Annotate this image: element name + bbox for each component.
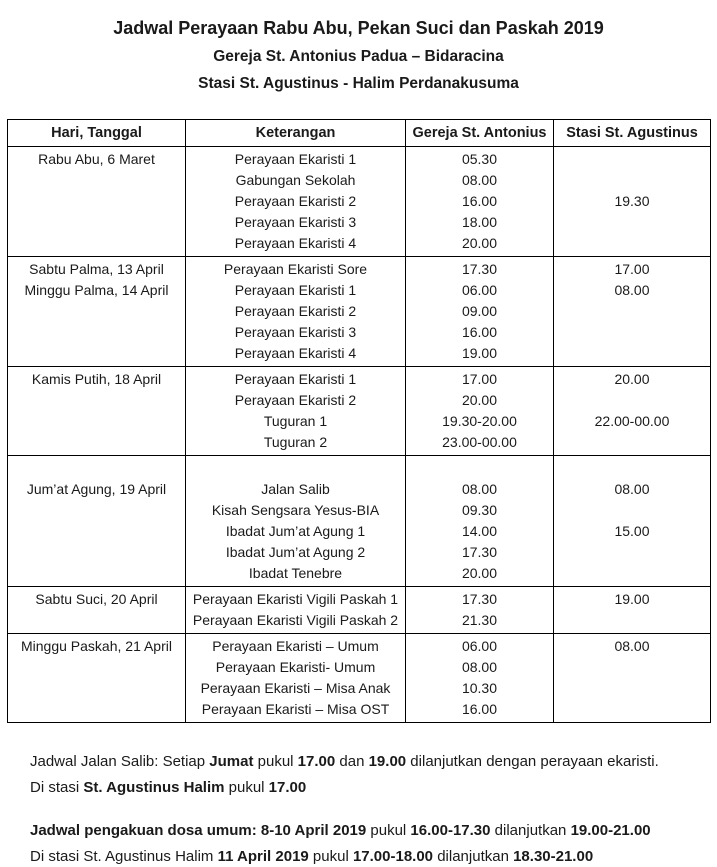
- gereja-time-line: 10.30: [461, 680, 498, 696]
- note-text-bold: 19.00-21.00: [570, 822, 651, 839]
- date-line: Minggu Palma, 14 April: [24, 282, 169, 298]
- activity-line: Perayaan Ekaristi 1: [234, 282, 357, 298]
- stasi-time-line: 17.00: [614, 261, 650, 277]
- table-row: [8, 257, 711, 367]
- date-cell: [8, 456, 186, 587]
- gereja-time-line: 08.00: [461, 172, 498, 188]
- activity-line: Perayaan Ekaristi 1: [234, 151, 357, 167]
- gereja-time-line: 21.30: [461, 612, 498, 628]
- stasi-time-cell: [554, 147, 711, 257]
- gereja-time-cell: [406, 634, 554, 723]
- activity-line: Perayaan Ekaristi – Umum: [212, 638, 379, 654]
- activity-line: Perayaan Ekaristi Sore: [223, 261, 368, 277]
- stasi-time-line: [558, 563, 706, 584]
- date-line: Rabu Abu, 6 Maret: [38, 151, 155, 167]
- date-line: Sabtu Suci, 20 April: [35, 591, 158, 607]
- stasi-time-line: [558, 322, 706, 343]
- note-text: pukul: [366, 822, 411, 839]
- gereja-time-line-blank: [410, 458, 549, 479]
- note-text: Di stasi St. Agustinus Halim: [30, 848, 218, 865]
- activity-line: Kisah Sengsara Yesus-BIA: [211, 502, 380, 518]
- note-text: dilanjutkan: [433, 848, 514, 865]
- activity-line: Perayaan Ekaristi 3: [234, 214, 357, 230]
- stasi-time-line: [558, 610, 706, 631]
- stasi-time-line: 15.00: [614, 523, 650, 539]
- stasi-time-line: 19.00: [614, 591, 650, 607]
- activity-line: Tuguran 2: [263, 434, 328, 450]
- stasi-time-line: 19.30: [614, 193, 650, 209]
- note-text-bold: 17.00: [297, 753, 336, 770]
- stasi-time-line: [558, 657, 706, 678]
- gereja-time-line: 05.30: [461, 151, 498, 167]
- activity-line: Perayaan Ekaristi – Misa OST: [201, 701, 390, 717]
- footer-notes: [30, 749, 717, 867]
- stasi-time-cell: [554, 456, 711, 587]
- stasi-time-line: [558, 390, 706, 411]
- stasi-time-line: [558, 432, 706, 453]
- stasi-time-line: [558, 343, 706, 364]
- date-cell: [8, 634, 186, 723]
- note-text-bold: Jumat: [209, 753, 254, 770]
- note-text-bold: 19.00: [368, 753, 407, 770]
- gereja-time-cell: [406, 367, 554, 456]
- table-row: [8, 147, 711, 257]
- date-line: Jum’at Agung, 19 April: [26, 481, 167, 497]
- activity-line: Perayaan Ekaristi 4: [234, 235, 357, 251]
- stasi-time-line: [558, 301, 706, 322]
- note-text-bold: 17.00-18.00: [352, 848, 434, 865]
- page-subtitle-station: Stasi St. Agustinus - Halim Perdanakusuma: [198, 75, 519, 92]
- stasi-time-line: [558, 170, 706, 191]
- activity-line: Ibadat Tenebre: [248, 565, 343, 581]
- note-text: dan: [335, 753, 369, 770]
- schedule-table: [7, 119, 711, 723]
- keterangan-cell: [186, 634, 406, 723]
- activity-line: Ibadat Jum’at Agung 2: [225, 544, 366, 560]
- gereja-time-line: 23.00-00.00: [442, 434, 517, 450]
- stasi-time-cell: [554, 634, 711, 723]
- stasi-time-line: 22.00-00.00: [594, 413, 670, 429]
- activity-line: Tuguran 1: [263, 413, 328, 429]
- gereja-time-line: 17.30: [461, 544, 498, 560]
- stasi-time-line: [558, 678, 706, 699]
- activity-line: Ibadat Jum’at Agung 1: [225, 523, 366, 539]
- note-text: dilanjutkan: [490, 822, 571, 839]
- activity-line: Perayaan Ekaristi 2: [234, 193, 357, 209]
- gereja-time-line: 17.00: [461, 371, 498, 387]
- note-text: pukul: [308, 848, 353, 865]
- activity-line: Perayaan Ekaristi 1: [234, 371, 357, 387]
- note-line: [30, 775, 717, 801]
- note-group: [30, 818, 717, 867]
- gereja-time-line: 19.30-20.00: [442, 413, 517, 429]
- stasi-time-line: 20.00: [614, 371, 650, 387]
- date-blank-line: [12, 458, 181, 479]
- schedule-table-body: [8, 147, 711, 723]
- date-cell: [8, 257, 186, 367]
- stasi-time-line: [558, 149, 706, 170]
- activity-line: Perayaan Ekaristi – Misa Anak: [200, 680, 391, 696]
- keterangan-cell: [186, 456, 406, 587]
- date-cell: [8, 367, 186, 456]
- gereja-time-line: 19.00: [461, 345, 498, 361]
- gereja-time-line: 09.30: [461, 502, 498, 518]
- column-header-keterangan: Keterangan: [186, 120, 406, 147]
- note-line: [30, 749, 717, 775]
- stasi-time-line: [558, 500, 706, 521]
- keterangan-cell: [186, 367, 406, 456]
- keterangan-cell: [186, 257, 406, 367]
- keterangan-cell: [186, 147, 406, 257]
- schedule-table-head: [8, 120, 711, 147]
- note-text-bold: 18.30-21.00: [513, 848, 594, 865]
- activity-line: Jalan Salib: [261, 481, 330, 497]
- stasi-time-line: [558, 212, 706, 233]
- gereja-time-line: 08.00: [461, 659, 498, 675]
- gereja-time-line: 08.00: [461, 481, 498, 497]
- activity-line: Perayaan Ekaristi 3: [234, 324, 357, 340]
- activity-line: Perayaan Ekaristi Vigili Paskah 1: [192, 591, 399, 607]
- gereja-time-line: 20.00: [461, 235, 498, 251]
- note-text: Jadwal Jalan Salib: Setiap: [30, 753, 210, 770]
- table-row: [8, 587, 711, 634]
- column-header-stasi: Stasi St. Agustinus: [554, 120, 711, 147]
- table-header-row: [8, 120, 711, 147]
- gereja-time-line: 20.00: [461, 565, 498, 581]
- gereja-time-cell: [406, 456, 554, 587]
- note-group: [30, 749, 717, 801]
- gereja-time-line: 06.00: [461, 282, 498, 298]
- stasi-time-line: 08.00: [614, 638, 650, 654]
- date-line: Sabtu Palma, 13 April: [29, 261, 164, 277]
- gereja-time-line: 06.00: [461, 638, 498, 654]
- gereja-time-cell: [406, 257, 554, 367]
- stasi-time-line: [558, 233, 706, 254]
- note-text: Di stasi: [30, 779, 84, 796]
- note-text-bold: 11 April 2019: [217, 848, 309, 865]
- date-cell: [8, 147, 186, 257]
- table-row: [8, 367, 711, 456]
- activity-line: Perayaan Ekaristi- Umum: [215, 659, 376, 675]
- gereja-time-line: 09.00: [461, 303, 498, 319]
- note-text: dilanjutkan dengan perayaan ekaristi.: [406, 753, 659, 770]
- note-text-bold: 16.00-17.30: [410, 822, 491, 839]
- stasi-time-line: 08.00: [614, 282, 650, 298]
- activity-line: Perayaan Ekaristi 4: [234, 345, 357, 361]
- note-line: [30, 844, 717, 867]
- activity-line-blank: [190, 458, 401, 479]
- note-text: pukul: [224, 779, 269, 796]
- stasi-time-line-blank: [558, 458, 706, 479]
- gereja-time-line: 17.30: [461, 591, 498, 607]
- date-line: Kamis Putih, 18 April: [31, 371, 162, 387]
- date-line: Minggu Paskah, 21 April: [21, 638, 172, 654]
- gereja-time-line: 16.00: [461, 324, 498, 340]
- note-text-bold: St. Agustinus Halim: [83, 779, 225, 796]
- stasi-time-line: 08.00: [614, 481, 650, 497]
- activity-line: Gabungan Sekolah: [235, 172, 356, 188]
- table-row: [8, 634, 711, 723]
- gereja-time-line: 20.00: [461, 392, 498, 408]
- activity-line: Perayaan Ekaristi Vigili Paskah 2: [192, 612, 399, 628]
- keterangan-cell: [186, 587, 406, 634]
- page-subtitle-church: Gereja St. Antonius Padua – Bidaracina: [213, 48, 504, 65]
- activity-line: Perayaan Ekaristi 2: [234, 303, 357, 319]
- stasi-time-line: [558, 542, 706, 563]
- gereja-time-line: 14.00: [461, 523, 498, 539]
- gereja-time-cell: [406, 147, 554, 257]
- column-header-hari-tanggal: Hari, Tanggal: [8, 120, 186, 147]
- stasi-time-cell: [554, 367, 711, 456]
- note-text-bold: 17.00: [268, 779, 307, 796]
- activity-line: Perayaan Ekaristi 2: [234, 392, 357, 408]
- gereja-time-line: 17.30: [461, 261, 498, 277]
- column-header-gereja: Gereja St. Antonius: [406, 120, 554, 147]
- stasi-time-cell: [554, 257, 711, 367]
- gereja-time-line: 16.00: [461, 701, 498, 717]
- stasi-time-cell: [554, 587, 711, 634]
- note-line: [30, 818, 717, 844]
- note-text: pukul: [253, 753, 298, 770]
- gereja-time-line: 16.00: [461, 193, 498, 209]
- page-title: Jadwal Perayaan Rabu Abu, Pekan Suci dan Paskah 2019: [113, 18, 604, 38]
- note-text-bold: Jadwal pengakuan dosa umum: 8-10 April 2019: [30, 822, 367, 839]
- stasi-time-line: [558, 699, 706, 720]
- gereja-time-cell: [406, 587, 554, 634]
- date-cell: [8, 587, 186, 634]
- table-row: [8, 456, 711, 587]
- gereja-time-line: 18.00: [461, 214, 498, 230]
- document-header: [0, 0, 717, 94]
